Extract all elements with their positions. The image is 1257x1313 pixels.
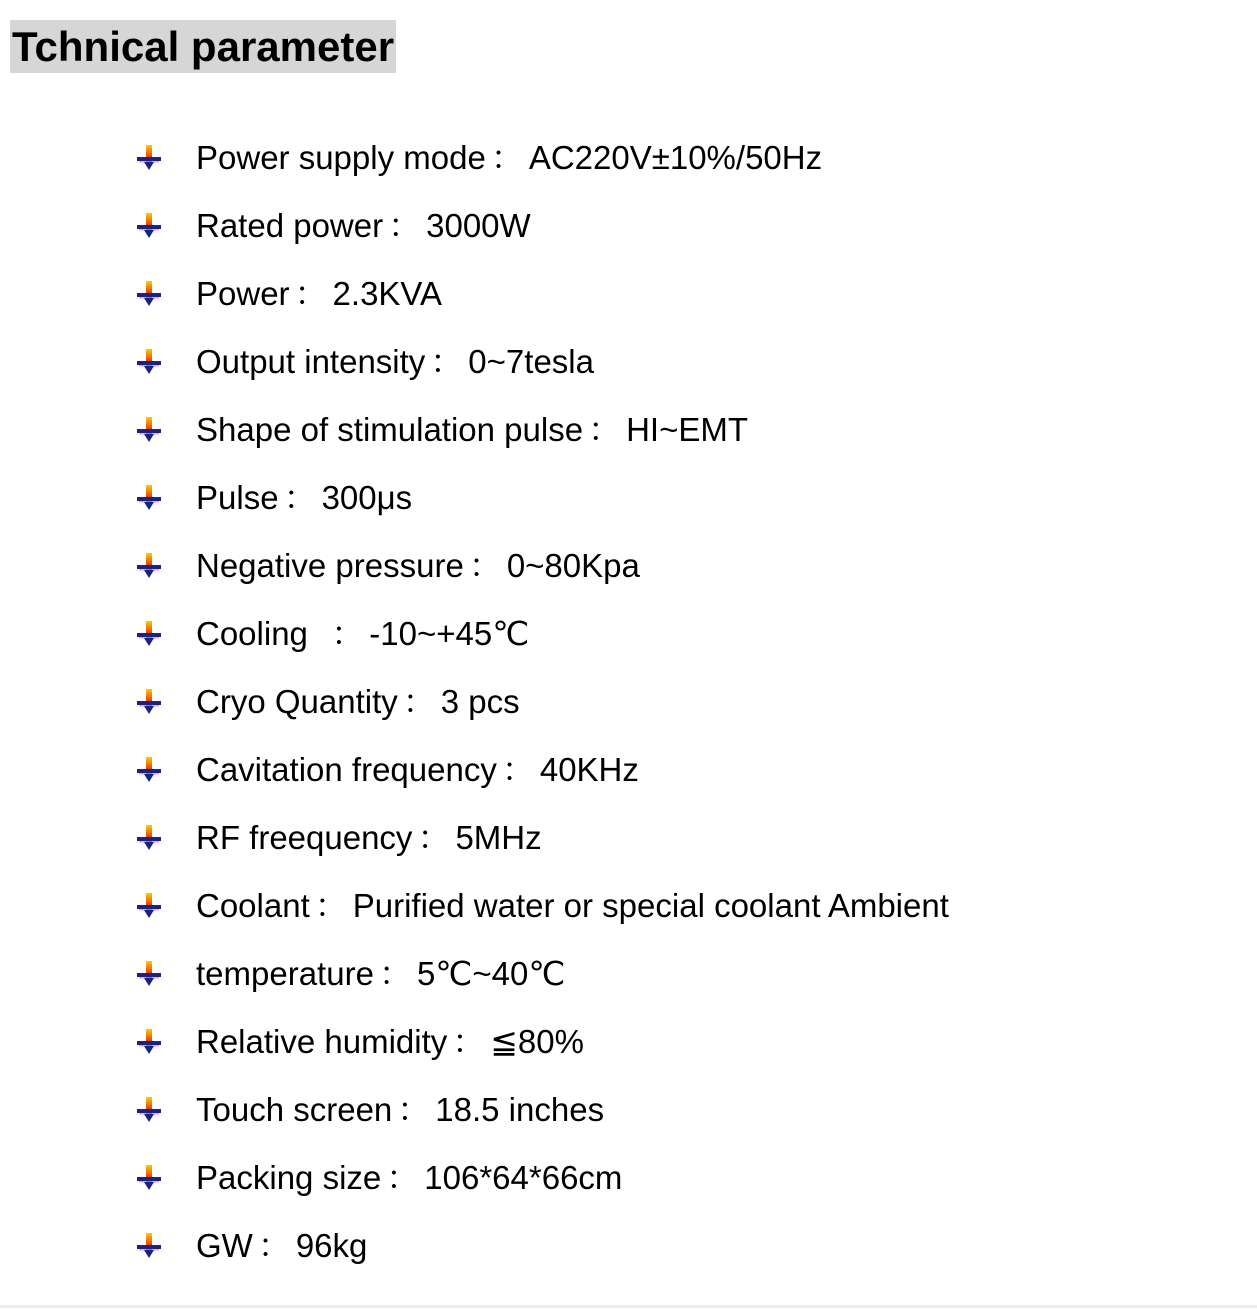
parameter-item [0, 1076, 1257, 1144]
arrow-plus-bullet-icon [135, 551, 165, 581]
parameter-value: 106*64*66cm [424, 1159, 623, 1196]
parameter-text [196, 1144, 622, 1212]
parameter-item [0, 532, 1257, 600]
parameter-text [196, 124, 822, 192]
parameter-item [0, 1008, 1257, 1076]
arrow-plus-bullet-icon [135, 1095, 165, 1125]
parameter-separator: ： [490, 139, 524, 176]
parameter-label: RF freequency [196, 819, 413, 856]
parameter-separator: ： [283, 479, 317, 516]
parameter-value: 0~7tesla [468, 343, 594, 380]
parameter-label: Rated power [196, 207, 384, 244]
parameter-item [0, 1144, 1257, 1212]
parameter-text [196, 396, 748, 464]
arrow-plus-bullet-icon [135, 755, 165, 785]
parameter-separator: ： [402, 683, 436, 720]
parameter-item [0, 328, 1257, 396]
arrow-plus-bullet-icon [135, 891, 165, 921]
parameter-label: temperature [196, 955, 374, 992]
parameter-separator: ： [468, 547, 502, 584]
parameter-item [0, 668, 1257, 736]
parameter-label: Output intensity [196, 343, 426, 380]
arrow-plus-bullet-icon [135, 143, 165, 173]
parameter-item [0, 872, 1257, 940]
parameter-value: 3000W [426, 207, 531, 244]
parameter-separator: ： [257, 1227, 291, 1264]
parameter-label: Cavitation frequency [196, 751, 497, 788]
parameter-value: 96kg [295, 1227, 368, 1264]
parameter-label: Coolant [196, 887, 310, 924]
parameter-text [196, 668, 520, 736]
parameter-separator: ： [378, 955, 412, 992]
parameter-value: 40KHz [539, 751, 639, 788]
parameter-text [196, 940, 565, 1008]
arrow-plus-bullet-icon [135, 1027, 165, 1057]
parameter-text [196, 328, 594, 396]
parameter-item [0, 600, 1257, 668]
parameter-label: Cooling [196, 615, 327, 652]
parameter-separator: ： [501, 751, 535, 788]
parameter-item [0, 804, 1257, 872]
parameter-text [196, 532, 640, 600]
arrow-plus-bullet-icon [135, 415, 165, 445]
parameter-item [0, 192, 1257, 260]
parameter-label: Touch screen [196, 1091, 393, 1128]
parameter-text [196, 192, 531, 260]
arrow-plus-bullet-icon [135, 823, 165, 853]
parameter-item [0, 260, 1257, 328]
parameter-value: -10~+45℃ [369, 615, 530, 652]
parameter-item [0, 124, 1257, 192]
parameter-item [0, 464, 1257, 532]
arrow-plus-bullet-icon [135, 1231, 165, 1261]
arrow-plus-bullet-icon [135, 211, 165, 241]
parameter-value: 300μs [321, 479, 413, 516]
parameter-value: 5℃~40℃ [416, 955, 566, 992]
parameter-label: Power [196, 275, 290, 312]
parameter-value: ≦80% [490, 1023, 584, 1060]
arrow-plus-bullet-icon [135, 619, 165, 649]
parameter-item [0, 1212, 1257, 1280]
parameter-list [0, 124, 1257, 1280]
arrow-plus-bullet-icon [135, 959, 165, 989]
parameter-label: Relative humidity [196, 1023, 448, 1060]
parameter-text [196, 1212, 367, 1280]
parameter-value: HI~EMT [626, 411, 749, 448]
parameter-text [196, 872, 949, 940]
parameter-value: 18.5 inches [435, 1091, 605, 1128]
parameter-separator: ： [294, 275, 328, 312]
parameter-item [0, 396, 1257, 464]
parameter-separator: ： [588, 411, 622, 448]
parameter-separator: ： [314, 887, 348, 924]
parameter-text [196, 464, 412, 532]
parameter-value: 3 pcs [440, 683, 520, 720]
parameter-separator: ： [430, 343, 464, 380]
parameter-label: Negative pressure [196, 547, 464, 584]
parameter-value: 5MHz [455, 819, 542, 856]
parameter-label: Cryo Quantity [196, 683, 398, 720]
parameter-text [196, 804, 542, 872]
parameter-label: Shape of stimulation pulse [196, 411, 584, 448]
bottom-divider [0, 1305, 1257, 1308]
section-title: Tchnical parameter [10, 20, 396, 73]
parameter-separator: ： [388, 207, 422, 244]
parameter-text [196, 736, 639, 804]
parameter-value: 2.3KVA [332, 275, 443, 312]
parameter-label: Power supply mode [196, 139, 486, 176]
arrow-plus-bullet-icon [135, 687, 165, 717]
parameter-label: Packing size [196, 1159, 382, 1196]
parameter-text [196, 260, 442, 328]
parameter-text [196, 1008, 584, 1076]
arrow-plus-bullet-icon [135, 279, 165, 309]
parameter-separator: ： [417, 819, 451, 856]
arrow-plus-bullet-icon [135, 347, 165, 377]
arrow-plus-bullet-icon [135, 1163, 165, 1193]
parameter-separator: ： [331, 615, 365, 652]
parameter-item [0, 940, 1257, 1008]
arrow-plus-bullet-icon [135, 483, 165, 513]
parameter-text [196, 600, 529, 668]
parameter-item [0, 736, 1257, 804]
parameter-value: Purified water or special coolant Ambient [352, 887, 949, 924]
parameter-label: GW [196, 1227, 253, 1264]
parameter-value: 0~80Kpa [506, 547, 640, 584]
parameter-separator: ： [452, 1023, 486, 1060]
parameter-separator: ： [386, 1159, 420, 1196]
parameter-text [196, 1076, 604, 1144]
parameter-value: AC220V±10%/50Hz [528, 139, 823, 176]
parameter-label: Pulse [196, 479, 279, 516]
parameter-separator: ： [397, 1091, 431, 1128]
